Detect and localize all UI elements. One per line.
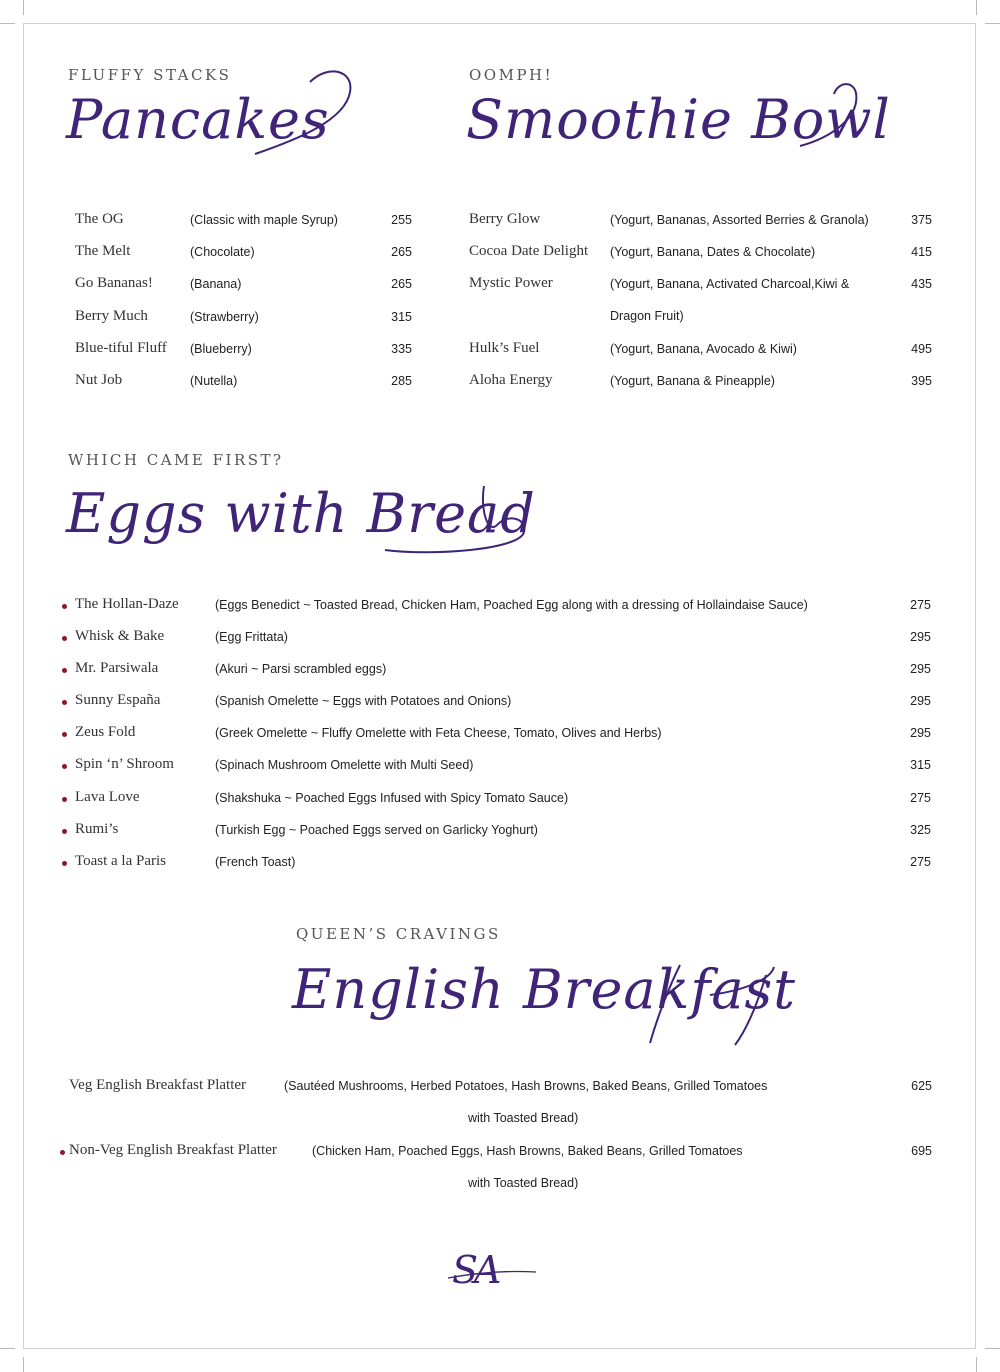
item-desc: (Eggs Benedict ~ Toasted Bread, Chicken Ham, Poached Egg along with a dressing of Hollaindaise Sauce) xyxy=(215,598,808,612)
pancakes-kicker: FLUFFY STACKS xyxy=(68,66,232,84)
nonveg-dot-icon xyxy=(62,636,67,641)
monogram-logo xyxy=(440,1244,540,1304)
nonveg-dot-icon xyxy=(62,732,67,737)
english-swash xyxy=(640,955,780,1050)
item-price: 285 xyxy=(391,374,412,388)
eggs-kicker: WHICH CAME FIRST? xyxy=(68,451,284,469)
item-desc: (Strawberry) xyxy=(190,310,259,324)
item-name: Zeus Fold xyxy=(75,724,136,740)
item-price: 435 xyxy=(911,277,932,291)
item-price: 695 xyxy=(911,1144,932,1158)
item-name: The Melt xyxy=(75,243,131,259)
item-desc: (Egg Frittata) xyxy=(215,630,288,644)
item-price: 335 xyxy=(391,342,412,356)
item-desc: (Greek Omelette ~ Fluffy Omelette with Feta Cheese, Tomato, Olives and Herbs) xyxy=(215,726,662,740)
item-name: Berry Glow xyxy=(469,211,541,227)
crop-mark xyxy=(985,23,1000,24)
english-title: English Breakfast xyxy=(292,958,796,1021)
item-desc: (Blueberry) xyxy=(190,342,252,356)
item-desc: (Spanish Omelette ~ Eggs with Potatoes and Onions) xyxy=(215,694,512,708)
crop-mark xyxy=(976,0,977,15)
smoothie-kicker: OOMPH! xyxy=(469,66,554,84)
item-price: 295 xyxy=(910,694,931,708)
item-desc: (Sautéed Mushrooms, Herbed Potatoes, Hash Browns, Baked Beans, Grilled Tomatoes xyxy=(284,1079,768,1093)
nonveg-dot-icon xyxy=(60,1150,65,1155)
item-desc: (Nutella) xyxy=(190,374,238,388)
english-kicker: QUEEN’S CRAVINGS xyxy=(296,925,501,943)
item-desc: (Yogurt, Banana, Avocado & Kiwi) xyxy=(610,342,797,356)
item-name: Non-Veg English Breakfast Platter xyxy=(69,1142,277,1158)
smoothie-swash xyxy=(790,78,870,158)
item-name: Sunny España xyxy=(75,692,161,708)
item-desc: (Yogurt, Banana, Activated Charcoal,Kiwi & xyxy=(610,277,850,291)
crop-mark xyxy=(985,1348,1000,1349)
item-desc: (Yogurt, Banana, Dates & Chocolate) xyxy=(610,245,816,259)
item-price: 315 xyxy=(391,310,412,324)
pancakes-swash xyxy=(250,62,360,162)
item-desc: (Shakshuka ~ Poached Eggs Infused with Spicy Tomato Sauce) xyxy=(215,791,569,805)
item-price: 255 xyxy=(391,213,412,227)
crop-mark xyxy=(23,0,24,15)
item-price: 295 xyxy=(910,662,931,676)
item-name: Aloha Energy xyxy=(469,372,553,388)
nonveg-dot-icon xyxy=(62,700,67,705)
nonveg-dot-icon xyxy=(62,668,67,673)
item-desc-continued: Dragon Fruit) xyxy=(610,309,684,323)
item-name: Rumi’s xyxy=(75,821,119,837)
item-name: Whisk & Bake xyxy=(75,628,165,644)
item-price: 265 xyxy=(391,277,412,291)
eggs-swash xyxy=(380,480,530,560)
item-price: 275 xyxy=(910,598,931,612)
item-price: 375 xyxy=(911,213,932,227)
item-desc: (Turkish Egg ~ Poached Eggs served on Garlicky Yoghurt) xyxy=(215,823,538,837)
item-desc: (Akuri ~ Parsi scrambled eggs) xyxy=(215,662,387,676)
item-desc: (Yogurt, Banana & Pineapple) xyxy=(610,374,775,388)
item-name: Blue-tiful Fluff xyxy=(75,340,167,356)
item-name: Nut Job xyxy=(75,372,123,388)
item-name: Spin ‘n’ Shroom xyxy=(75,756,174,772)
nonveg-dot-icon xyxy=(62,797,67,802)
pancakes-title: Pancakes xyxy=(66,88,330,151)
item-price: 625 xyxy=(911,1079,932,1093)
item-name: Berry Much xyxy=(75,308,148,324)
item-desc-continued: with Toasted Bread) xyxy=(468,1176,579,1190)
item-desc: (French Toast) xyxy=(215,855,296,869)
monogram-flourish xyxy=(440,1244,540,1304)
item-desc: (Classic with maple Syrup) xyxy=(190,213,338,227)
nonveg-dot-icon xyxy=(62,764,67,769)
item-name: The OG xyxy=(75,211,124,227)
item-price: 295 xyxy=(910,726,931,740)
eggs-title: Eggs with Bread xyxy=(66,482,536,545)
monogram-text: SA xyxy=(452,1248,498,1292)
crop-mark xyxy=(0,23,15,24)
item-price: 415 xyxy=(911,245,932,259)
nonveg-dot-icon xyxy=(62,861,67,866)
item-name: Toast a la Paris xyxy=(75,853,167,869)
item-price: 395 xyxy=(911,374,932,388)
item-desc: (Yogurt, Bananas, Assorted Berries & Granola) xyxy=(610,213,869,227)
item-price: 495 xyxy=(911,342,932,356)
item-price: 325 xyxy=(910,823,931,837)
crop-mark xyxy=(23,1357,24,1372)
item-price: 275 xyxy=(910,791,931,805)
item-name: Hulk’s Fuel xyxy=(469,340,540,356)
item-desc: (Chocolate) xyxy=(190,245,255,259)
nonveg-dot-icon xyxy=(62,604,67,609)
item-name: Go Bananas! xyxy=(75,275,153,291)
item-price: 315 xyxy=(910,758,931,772)
item-price: 265 xyxy=(391,245,412,259)
item-name: Veg English Breakfast Platter xyxy=(69,1077,247,1093)
item-price: 295 xyxy=(910,630,931,644)
item-desc: (Chicken Ham, Poached Eggs, Hash Browns, Baked Beans, Grilled Tomatoes xyxy=(312,1144,743,1158)
nonveg-dot-icon xyxy=(62,829,67,834)
item-name: Mr. Parsiwala xyxy=(75,660,159,676)
item-desc: (Banana) xyxy=(190,277,242,291)
item-desc-continued: with Toasted Bread) xyxy=(468,1111,579,1125)
crop-mark xyxy=(0,1348,15,1349)
item-name: The Hollan-Daze xyxy=(75,596,179,612)
item-name: Lava Love xyxy=(75,789,140,805)
item-price: 275 xyxy=(910,855,931,869)
item-desc: (Spinach Mushroom Omelette with Multi Seed) xyxy=(215,758,474,772)
smoothie-title: Smoothie Bowl xyxy=(466,88,891,151)
item-name: Mystic Power xyxy=(469,275,553,291)
item-name: Cocoa Date Delight xyxy=(469,243,589,259)
crop-mark xyxy=(976,1357,977,1372)
